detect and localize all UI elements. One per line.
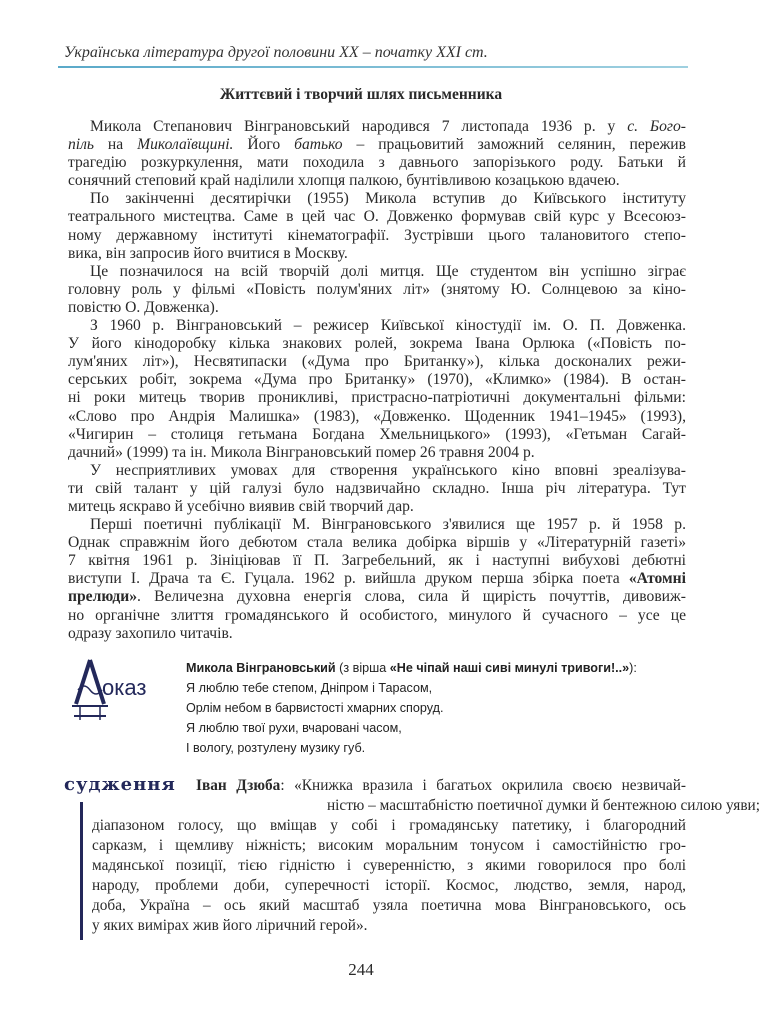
- quote-line: діапазоном голосу, що вміщав у собі і громадянську патетику, і благородний: [92, 817, 686, 834]
- sudzhennia-bar: [80, 802, 83, 940]
- text-line: театрального мистецтва. Саме в цей час О. Довженко формував свій курс у Всесоюз-: [68, 208, 686, 226]
- text-segment: виступи І. Драча та Є. Гуцала. 1962 р. вийшла друком перша збірка поета: [68, 570, 629, 588]
- dokaz-attribution: [186, 658, 637, 678]
- page-number: 244: [348, 960, 374, 979]
- text-segment: . Величезна духовна енергія слова, сила й щирість почуттів, дивовиж-: [137, 588, 686, 606]
- dokaz-logo-icon: [68, 656, 158, 726]
- text-segment: прелюди»: [68, 588, 138, 606]
- text-line: «Чигирин – столиця гетьмана Богдана Хмельницького» (1993), «Гетьман Сагай-: [68, 425, 686, 443]
- quote-line: ністю – масштабністю поетичної думки й бентежною силою уяви;: [327, 797, 760, 814]
- text-line: трагедію розкуркулення, мати походила з давнього запорізького роду. Батьки й: [68, 154, 686, 172]
- quote-line: [92, 776, 686, 796]
- text-line: митець яскраво й усебічно виявив свій творчий дар.: [68, 497, 414, 515]
- text-line: [68, 136, 686, 154]
- verse-line: Орлім небом в барвистості хмарних споруд.: [186, 701, 444, 715]
- paragraph: [68, 317, 686, 462]
- text-line: Однак справжнім його дебютом стала велика добірка віршів у «Літературній газеті»: [68, 534, 686, 552]
- quote-line: сарказм, і щемливу ніжність; високим моральним тонусом і самостійністю гро-: [92, 837, 686, 854]
- paragraph: [68, 190, 686, 262]
- text-segment: піль: [68, 136, 95, 154]
- text-line: [68, 588, 686, 606]
- quote-text: : «Книжка вразила і багатьох окрилила своєю незвичай-: [280, 777, 686, 794]
- text-line: ному державному інституті кінематографії. Зустрівши цього талановитого степо-: [68, 226, 686, 244]
- dokaz-author: Микола Вінграновський: [186, 661, 336, 675]
- text-line: У його кінодоробку кілька знакових ролей, зокрема Івана Орлюка («Повість по-: [68, 335, 686, 353]
- text-segment: с. Бого-: [627, 118, 686, 135]
- quote-line: доба, Україна – ось який масштаб узяла поетична мова Вінграновського, ось: [92, 897, 686, 914]
- text-segment: на: [94, 136, 138, 154]
- quote-author: Іван Дзюба: [196, 777, 281, 794]
- dokaz-source-suffix: ):: [629, 661, 637, 675]
- text-line: серських робіт, зокрема «Дума про Британку» (1970), «Климко» (1984). В остан-: [68, 371, 686, 389]
- verse-line: Я люблю тебе степом, Дніпром і Тарасом,: [186, 681, 433, 695]
- text-line: но органічне злиття громадянського й особистого, минулого й сучасного – усе це: [68, 606, 686, 624]
- poem-title: «Не чіпай наші сиві минулі тривоги!..»: [389, 661, 630, 675]
- running-head: Українська література другої половини XX – початку XXI ст.: [64, 44, 488, 61]
- quote-line: мадянської позиції, тією гідністю і суверенністю, з якими говорилося про болі: [92, 857, 686, 874]
- header-rule: [58, 66, 688, 68]
- text-line: ні роки митець творив проникливі, пристрасно-патріотичні документальні фільми:: [68, 389, 686, 407]
- paragraph: [68, 516, 686, 643]
- text-line: лум'яних літ»), Несвятипаски («Дума про Британку»), кілька досконалих режи-: [68, 353, 686, 371]
- text-line: Перші поетичні публікації М. Вінграновського з'явилися ще 1957 р. й 1958 р.: [90, 516, 686, 534]
- text-line: [68, 570, 686, 588]
- text-segment: батько: [294, 136, 343, 154]
- section-title: Життєвий і творчий шлях письменника: [219, 86, 503, 103]
- verse-line: І вологу, розтулену музику губ.: [186, 741, 366, 755]
- verse-line: Я люблю твої рухи, вчаровані часом,: [186, 721, 402, 735]
- paragraph: [68, 118, 686, 190]
- text-line: одразу захопило читачів.: [68, 624, 233, 642]
- text-line: З 1960 р. Вінграновський – режисер Київської кіностудії ім. О. П. Довженка.: [90, 317, 686, 335]
- body-text: [68, 118, 686, 643]
- text-segment: – працьовитий заможний селянин, пережив: [342, 136, 686, 154]
- text-segment: Миколаївщині.: [137, 136, 234, 154]
- text-line: [68, 118, 686, 136]
- text-segment: «Атомні: [628, 570, 686, 588]
- text-line: ти свій талант у цій галузі було надзвичайно складно. Інша річ література. Тут: [68, 479, 686, 497]
- text-line: У несприятливих умовах для створення українського кіно вповні зреалізува-: [90, 461, 686, 479]
- text-line: 7 квітня 1961 р. Зініціював її П. Загребельний, як і наступні вибухові дебютні: [68, 552, 686, 570]
- sudzhennia-label: судження: [64, 774, 176, 795]
- paragraph: [68, 263, 686, 317]
- text-line: «Слово про Андрія Малишка» (1983), «Довженко. Щоденник 1941–1945» (1993),: [68, 407, 686, 425]
- text-segment: Микола Степанович Вінграновський народився 7 листопада 1936 р. у: [90, 118, 628, 135]
- text-line: повістю О. Довженка).: [68, 298, 219, 316]
- quote-line: у яких вимірах жив його ліричний герой».: [92, 917, 368, 934]
- quote-line: народу, проблеми доби, суперечності історії. Космос, людство, земля, народ,: [92, 877, 686, 894]
- dokaz-source-prefix: (з вірша: [335, 661, 390, 675]
- paragraph: [68, 462, 686, 516]
- dokaz-block: [68, 656, 688, 760]
- text-line: сонячний степовий край надiлили хлопця палкою, бунтівливою козацькою вдачею.: [68, 172, 620, 190]
- text-line: головну роль у фільмі «Повість полум'яних літ» (знятому Ю. Солнцевою за кіно-: [68, 280, 686, 298]
- text-segment: Його: [233, 136, 295, 154]
- text-line: дачний» (1999) та ін. Микола Вінграновський помер 26 травня 2004 р.: [68, 443, 535, 461]
- svg-text:оказ: оказ: [102, 675, 147, 700]
- text-line: вика, він запросив його вчитися в Москву.: [68, 244, 348, 262]
- text-line: Це позначилося на всій творчій долі митця. Ще студентом він успішно зіграє: [90, 262, 686, 280]
- text-line: По закінченні десятирічки (1955) Микола вступив до Київського інституту: [90, 190, 686, 208]
